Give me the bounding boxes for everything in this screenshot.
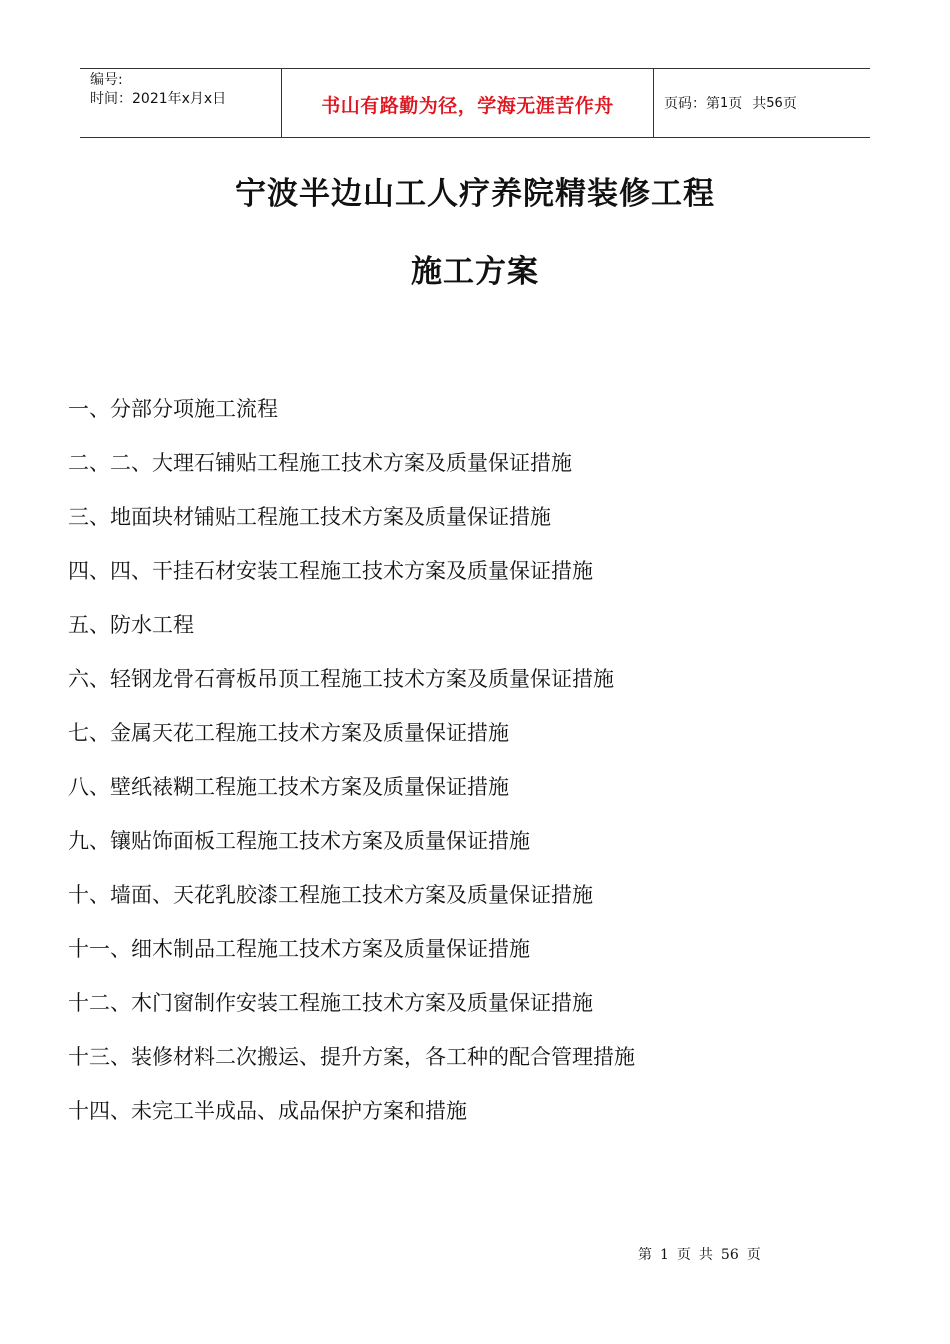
header-page-total-prefix: 共 — [752, 96, 767, 112]
footer-prefix: 第 — [638, 1247, 652, 1263]
header-meta-cell — [80, 69, 282, 137]
footer-page-total: 56 — [720, 1247, 739, 1263]
header-page-cell — [654, 69, 870, 137]
toc-item: 十一、细木制品工程施工技术方案及质量保证措施 — [68, 937, 530, 961]
footer-total-prefix: 共 — [698, 1247, 713, 1263]
toc-item: 六、轻钢龙骨石膏板吊顶工程施工技术方案及质量保证措施 — [68, 667, 614, 691]
toc-item: 九、镶贴饰面板工程施工技术方案及质量保证措施 — [68, 829, 530, 853]
footer-page-current: 1 — [660, 1247, 669, 1263]
toc-item: 八、壁纸裱糊工程施工技术方案及质量保证措施 — [68, 775, 509, 799]
toc-item: 一、分部分项施工流程 — [68, 397, 278, 421]
toc-item: 四、四、干挂石材安装工程施工技术方案及质量保证措施 — [68, 559, 593, 583]
header-motto: 书山有路勤为径，学海无涯苦作舟 — [321, 94, 614, 117]
page-footer — [638, 1244, 761, 1264]
toc-item: 十三、装修材料二次搬运、提升方案，各工种的配合管理措施 — [68, 1045, 635, 1069]
page-header — [80, 68, 870, 138]
toc-item: 十四、未完工半成品、成品保护方案和措施 — [68, 1099, 467, 1123]
header-page-prefix: 页码：第 — [664, 96, 720, 112]
document-title: 宁波半边山工人疗养院精装修工程 — [235, 176, 715, 212]
header-page-current: 1 — [720, 95, 729, 111]
header-page-total: 56 — [766, 95, 783, 111]
toc-item: 七、金属天花工程施工技术方案及质量保证措施 — [68, 721, 509, 745]
document-date: 时间：2021年x月x日 — [90, 91, 227, 107]
header-page-suffix: 页 — [782, 96, 797, 112]
footer-page-mid: 页 — [676, 1247, 691, 1263]
footer-suffix: 页 — [746, 1247, 761, 1263]
toc-item: 二、二、大理石铺贴工程施工技术方案及质量保证措施 — [68, 451, 572, 475]
table-of-contents — [68, 392, 888, 1148]
toc-item: 十二、木门窗制作安装工程施工技术方案及质量保证措施 — [68, 991, 593, 1015]
header-motto-cell — [282, 69, 654, 137]
document-subtitle: 施工方案 — [411, 254, 539, 290]
header-page-mid: 页 — [728, 96, 743, 112]
document-number-label: 编号: — [90, 72, 123, 88]
toc-item: 三、地面块材铺贴工程施工技术方案及质量保证措施 — [68, 505, 551, 529]
toc-item: 五、防水工程 — [68, 613, 194, 637]
toc-item: 十、墙面、天花乳胶漆工程施工技术方案及质量保证措施 — [68, 883, 593, 907]
